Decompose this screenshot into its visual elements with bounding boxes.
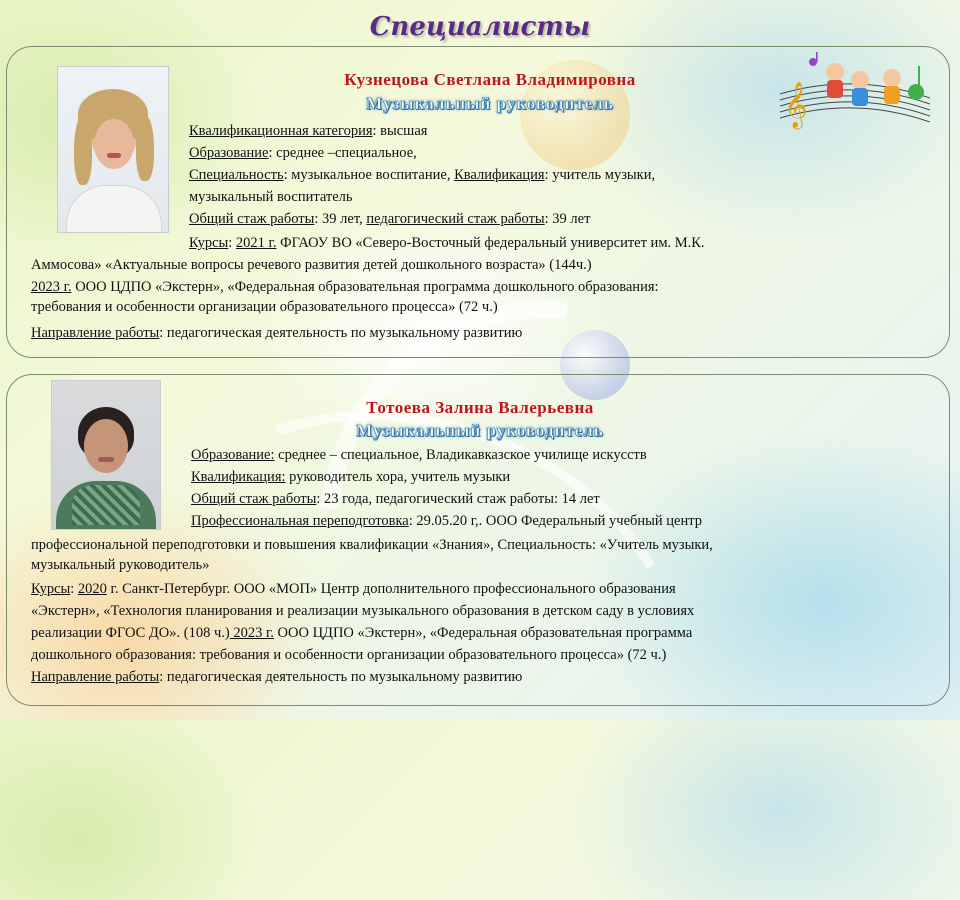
info-line: музыкальный руководитель» (31, 557, 210, 573)
specialist-photo (51, 380, 161, 530)
info-line: Общий стаж работы: 23 года, педагогический стаж работы: 14 лет (191, 491, 600, 507)
info-line: «Экстерн», «Технология планирования и реализации музыкального образования в детском саду в условиях (31, 603, 695, 619)
info-line: Образование: среднее –специальное, (189, 145, 417, 161)
info-line: дошкольного образования: требования и особенности организации образовательного процесса» (72 ч.) (31, 647, 667, 663)
info-line: Направление работы: педагогическая деятельность по музыкальному развитию (31, 669, 523, 685)
info-line: Общий стаж работы: 39 лет, педагогический стаж работы: 39 лет (189, 211, 591, 227)
info-line: Образование: среднее – специальное, Владикавказское училище искусств (191, 447, 647, 463)
info-line: Квалификационная категория: высшая (189, 123, 428, 139)
info-line: Профессиональная переподготовка: 29.05.20 г,. ООО Федеральный учебный центр (191, 513, 702, 529)
info-line: Направление работы: педагогическая деятельность по музыкальному развитию (31, 325, 523, 341)
info-line: профессиональной переподготовки и повышения квалификации «Знания», Специальность: «Учитель музыки, (31, 537, 713, 553)
specialist-name: Кузнецова Светлана Владимировна (344, 70, 636, 89)
specialist-name: Тотоева Залина Валерьевна (366, 398, 594, 417)
info-line: 2023 г. ООО ЦДПО «Экстерн», «Федеральная образовательная программа дошкольного образования: (31, 279, 659, 295)
info-line: реализации ФГОС ДО». (108 ч.) 2023 г. ООО ЦДПО «Экстерн», «Федеральная образовательная программа (31, 625, 693, 641)
page-title: Специалисты (369, 12, 591, 42)
specialist-photo (57, 66, 169, 233)
info-line: Курсы: 2020 г. Санкт-Петербург. ООО «МОП» Центр дополнительного профессионального образования (31, 581, 676, 597)
info-line: музыкальный воспитатель (189, 189, 353, 205)
info-line: Специальность: музыкальное воспитание, Квалификация: учитель музыки, (189, 167, 656, 183)
info-line: Курсы: 2021 г. ФГАОУ ВО «Северо-Восточный федеральный университет им. М.К. (189, 235, 705, 251)
svg-text:𝄞: 𝄞 (784, 82, 808, 128)
info-line: требования и особенности организации образовательного процесса» (72 ч.) (31, 299, 498, 315)
specialist-role: Музыкальный руководитель (356, 421, 604, 440)
info-line: Квалификация: руководитель хора, учитель музыки (191, 469, 511, 485)
info-line: Аммосова» «Актуальные вопросы речевого развития детей дошкольного возраста» (144ч.) (31, 257, 592, 273)
specialist-role: Музыкальный руководитель (366, 94, 614, 113)
music-kids-illustration (780, 52, 930, 132)
